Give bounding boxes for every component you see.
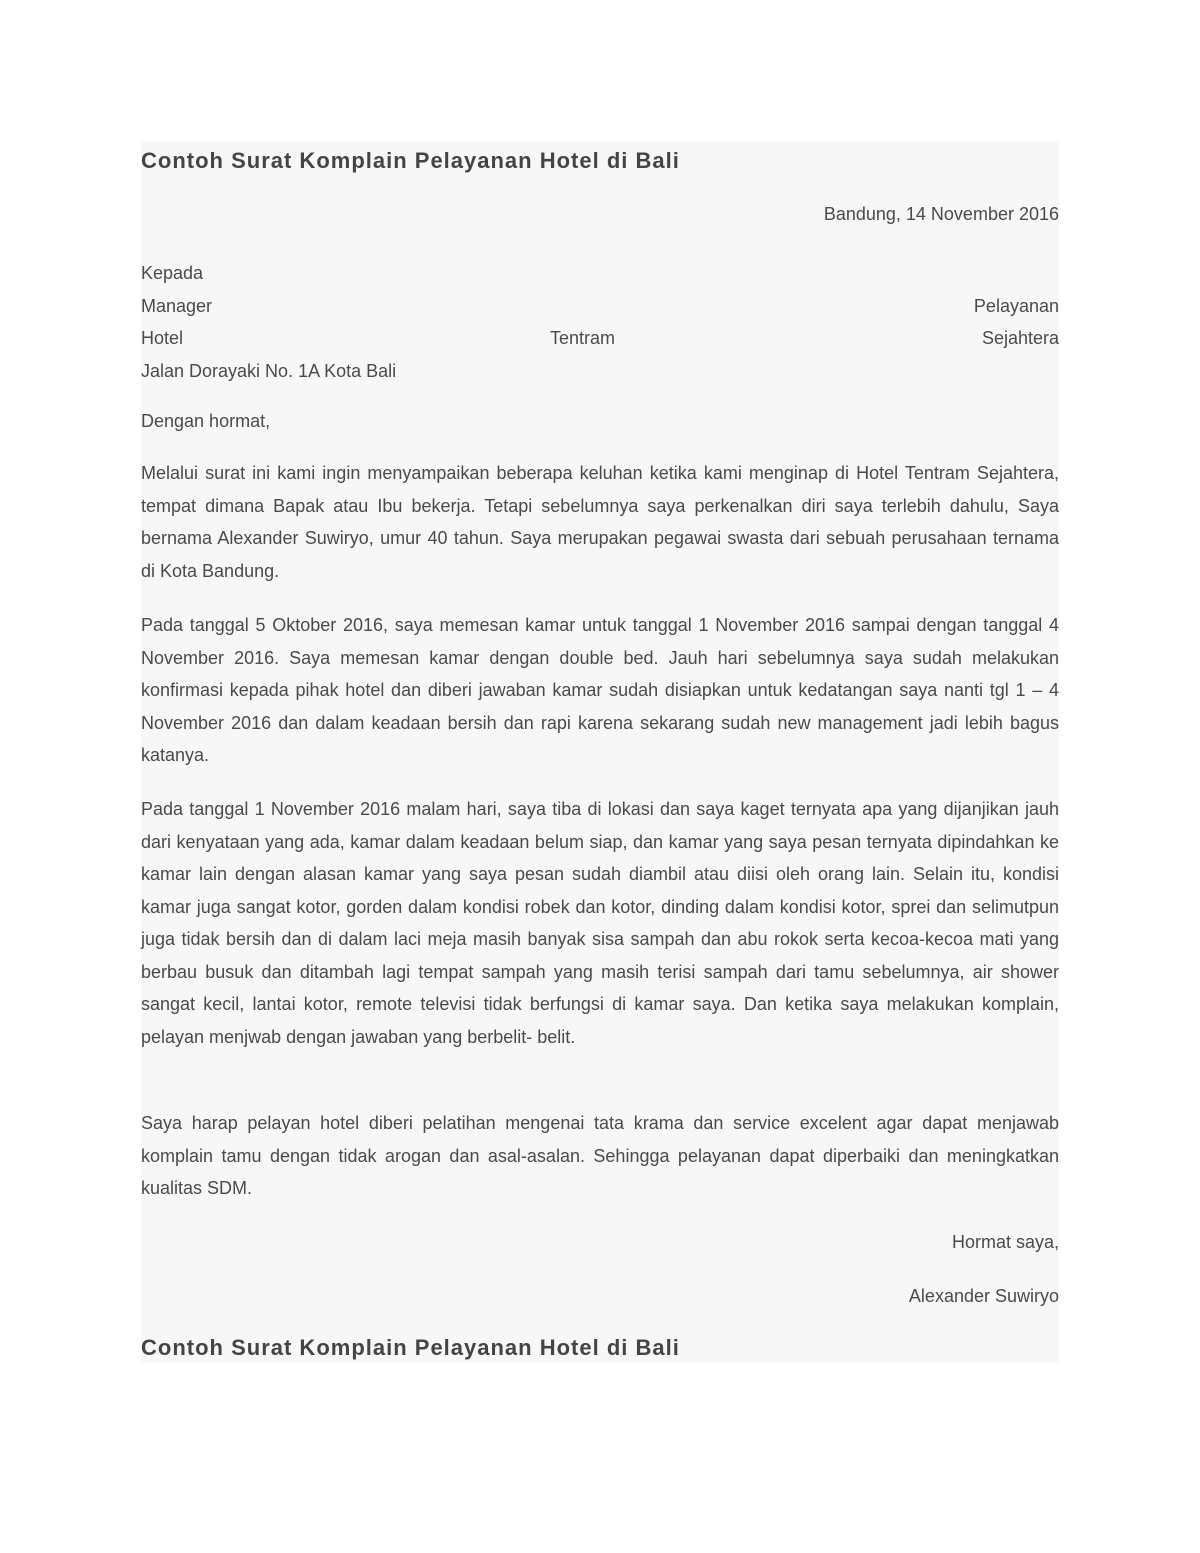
signature-name: Alexander Suwiryo — [908, 1286, 1059, 1306]
recipient-line-kepada: Kepada — [141, 263, 204, 283]
recipient-hotel-word: Hotel — [141, 328, 184, 348]
paragraph-introduction: Melalui surat ini kami ingin menyampaikan beberapa keluhan ketika kami menginap di Hotel Tentram Sejahtera, tempat dimana Bapak atau Ibu bekerja. Tetapi sebelumnya saya perkenalkan diri saya terlebih dahulu, Saya bernama Alexander Suwiryo, umur 40 tahun. Saya merupakan pegawai swasta dari sebuah perusahaan ternama di Kota Bandung. — [141, 463, 1059, 581]
paragraph-request: Saya harap pelayan hotel diberi pelatihan mengenai tata krama dan service excelent agar dapat menjawab komplain tamu dengan tidak arogan dan asal-asalan. Sehingga pelayanan dapat diperbaiki dan meningkatkan kualitas SDM. — [141, 1113, 1059, 1198]
recipient-hotel-name-2: Sejahtera — [981, 328, 1059, 348]
recipient-line-manager — [141, 290, 1059, 323]
footer-title: Contoh Surat Komplain Pelayanan Hotel di Bali — [141, 1335, 680, 1360]
recipient-address — [141, 257, 1059, 387]
paragraph-booking: Pada tanggal 5 Oktober 2016, saya memesan kamar untuk tanggal 1 November 2016 sampai dengan tanggal 4 November 2016. Saya memesan kamar dengan double bed. Jauh hari sebelumnya saya sudah melakukan konfirmasi kepada pihak hotel dan diberi jawaban kamar sudah disiapkan untuk kedatangan saya nanti tgl 1 – 4 November 2016 dan dalam keadaan bersih dan rapi karena sekarang sudah new management jadi lebih bagus katanya. — [141, 615, 1059, 765]
salutation: Dengan hormat, — [141, 411, 271, 431]
letter-date: Bandung, 14 November 2016 — [823, 204, 1059, 224]
recipient-line-hotel — [141, 322, 1059, 355]
recipient-manager-label: Manager — [141, 295, 213, 316]
recipient-hotel-name-1: Tentram — [549, 328, 615, 348]
closing: Hormat saya, — [951, 1232, 1059, 1252]
recipient-street: Jalan Dorayaki No. 1A Kota Bali — [141, 360, 397, 381]
recipient-department: Pelayanan — [973, 295, 1059, 316]
paragraph-complaint: Pada tanggal 1 November 2016 malam hari, saya tiba di lokasi dan saya kaget ternyata apa yang dijanjikan jauh dari kenyataan yang ada, kamar dalam keadaan belum siap, dan kamar yang saya pesan ternyata dipindahkan ke kamar lain dengan alasan kamar yang saya pesan sudah diambil atau diisi oleh orang lain. Selain itu, kondisi kamar juga sangat kotor, gorden dalam kondisi robek dan kotor, dinding dalam kondisi kotor, sprei dan selimutpun juga tidak bersih dan di dalam laci meja masih banyak sisa sampah dan abu rokok serta kecoa-kecoa mati yang berbau busuk dan ditambah lagi tempat sampah yang masih terisi sampah dari tamu sebelumnya, air shower sangat kecil, lantai kotor, remote televisi tidak berfungsi di kamar saya. Dan ketika saya melakukan komplain, pelayan menjwab dengan jawaban yang berbelit- belit. — [141, 799, 1059, 1047]
letter-title: Contoh Surat Komplain Pelayanan Hotel di Bali — [141, 148, 680, 173]
